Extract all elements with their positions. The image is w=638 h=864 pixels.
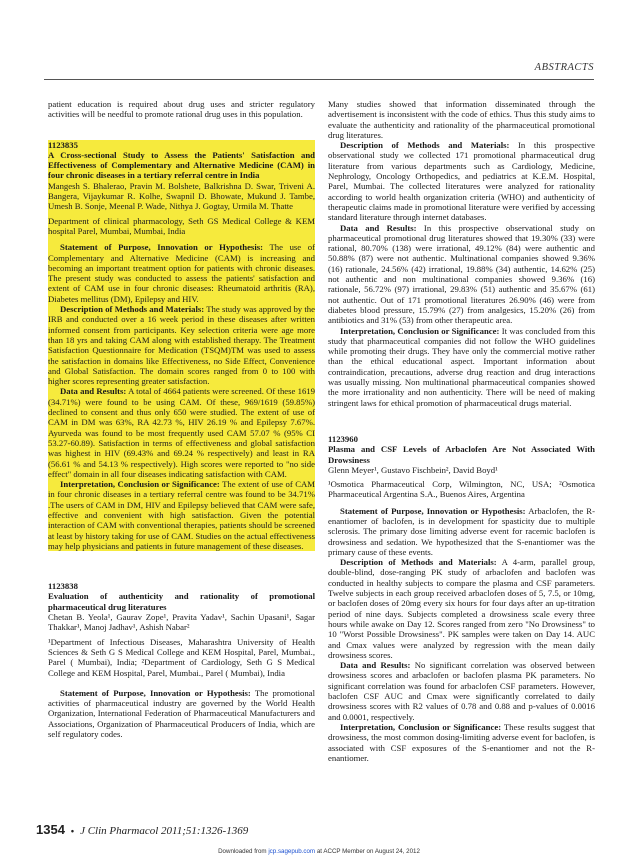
abstract-conclusion: Interpretation, Conclusion or Significance: It was concluded from this study that pharmaceutical companies did not follow the WHO guidelines while promoting their drugs. They have only the commercial motive rather than the ethical educational aspect. Important information about contraindication, precautions, adverse drug reaction and drug interactions was usually missing. Non multinational pharmaceutical companies showed the more irrationality and non authenticity. There will be need of making stringent laws for ethical promotion of pharmaceutical drugs material. xyxy=(328,325,595,408)
page-number: 1354 xyxy=(36,822,65,837)
continued-text: Many studies showed that information disseminated through the advertisement is inconsistent with the code of ethics. Thus this study aims to evaluate the authenticity and rationality of the pharmaceutical promotional drug literatures. xyxy=(328,99,595,140)
header-rule xyxy=(44,79,594,80)
abstract-purpose: Statement of Purpose, Innovation or Hypothesis: The use of Complementary and Alternative Medicine (CAM) is increasing and becoming an important treatment option for patients with chronic diseases. The present study was conducted to assess the patients' satisfaction and extent of CAM use in four chronic diseases: Rheumatoid arthritis (RA), Diabetes mellitus (DM), Epilepsy and HIV. xyxy=(48,242,315,304)
abstract-methods: Description of Methods and Materials: A 4-arm, parallel group, double-blind, dose-ranging PK study of arbaclofen and baclofen was conducted in healthy subjects to compare the plasma and CSF parameters. Twelve subjects in each group received arbaclofen doses of 5, 7.5, or 10mg, or baclofen doses of 20mg every six hours for four days after an up-titration period of nine days. Subjects completed a drowsiness scale every three hours while awake on Day 12. Scores ranged from zero "No Drowsiness" to 10 "Worst Possible Drowsiness". PK samples were taken on Day 14. AUC and Cmax values were analyzed by regression with the mean daily drowsiness scores. xyxy=(328,557,595,660)
page-footer xyxy=(36,822,248,837)
abstract-title: A Cross-sectional Study to Assess the Patients' Satisfaction and Effectiveness of Complementary and Alternative Medicine (CAM) in four chronic diseases in a tertiary referral centre in India xyxy=(48,149,315,181)
bullet-separator: • xyxy=(70,825,75,836)
journal-link[interactable]: jcp.sagepub.com xyxy=(268,848,316,855)
abstract-id: 1123838 xyxy=(48,581,78,592)
abstract-title: Plasma and CSF Levels of Arbaclofen Are Not Associated With Drowsiness xyxy=(328,444,595,465)
abstract-conclusion: Interpretation, Conclusion or Significance: The extent of use of CAM in four chronic diseases in a tertiary referral centre was found to be 34.71% .The users of CAM in DM, HIV and Epilepsy believed that CAM were safe, effective and convenient with high satisfaction. Given the potential interaction of CAM with conventional therapies, patients should be screened at least by history taking for use of CAM. Studies on the actual effectiveness may help physicians and patients in future management of these diseases. xyxy=(48,479,315,551)
abstract-1123960 xyxy=(328,434,595,763)
abstract-authors: Mangesh S. Bhalerao, Pravin M. Bolshete, Balkrishna D. Swar, Triveni A. Bangera, Vijaykumar R. Kolhe, Swapnil D. Bhowate, Mukund J. Tambe, Umesh B. Sonje, Meenal P. Wade, Nithya J. Gogtay, Urmila M. Thatte xyxy=(48,180,315,212)
abstract-authors: Chetan B. Yeola¹, Gaurav Zope¹, Pravita Yadav¹, Sachin Upasani¹, Sagar Thakkar¹, Manoj Jadhav¹, Ashish Nabar² xyxy=(48,612,315,633)
abstract-results: Data and Results: In this prospective observational study on pharmaceutical promotional drug literatures showed that 19.30% (33) were rational, 80.70% (138) were irrational, 49.12% (84) were authentic and 50.88% (87) were not authentic. Multinational companies showed 9.36% (16) rationale, 24.56% (42) irrational, 19.88% (34) authentic, 14.62% (25) not authentic and non multinational companies showed 9.36% (16) rationale, 56.72% (97) irrational, 29.83% (51) authentic and 35.67% (61) not authentic. Out of 171 promotional literatures 26.90% (46) were from diabetes blood pressure, 15.79% (27) from analgesics, 15.20% (26) from antibiotics and 31% (53) from other therapeutic area. xyxy=(328,222,595,326)
running-header: ABSTRACTS xyxy=(534,62,594,73)
abstract-id: 1123835 xyxy=(48,139,78,150)
abstract-purpose: Statement of Purpose, Innovation or Hypothesis: The promotional activities of pharmaceutical industry are governed by the World Health Organization, International Federation of Pharmaceutical Manufacturers and Associations, Organization of Pharmaceutical Producers of India, which are self regulatory codes. xyxy=(48,687,315,740)
right-column xyxy=(328,99,595,763)
abstract-id: 1123960 xyxy=(328,433,358,444)
abstract-affiliation: ¹Osmotica Pharmaceutical Corp, Wilmington, NC, USA; ²Osmotica Pharmaceutical Argentina S.A., Buenos Aires, Argentina xyxy=(328,479,595,500)
abstract-methods: Description of Methods and Materials: In this prospective observational study we collected 171 promotional pharmaceutical drug literature from various departments such as Cardiology, Medicine, Nephrology, Oncology Orthopedics, and pediatrics at K.E.M. Hospital, Parel, Mumbai. The collected literatures were analyzed for rationality according to world health organization criteria (WHO) and authenticity of therapeutic claims made in promotional literature were verified by accessing standard literature through internet databases. xyxy=(328,140,595,223)
left-column xyxy=(48,99,315,739)
abstract-results: Data and Results: No significant correlation was observed between drowsiness scores and arbaclofen or baclofen plasma PK parameters. No significant correlation was found for arbaclofen CSF parameters. However, baclofen CSF AUC and Cmax were significantly correlated to daily drowsiness scores with R2 values of 0.78 and 0.88 and p-values of 0.0016 and 0.0001, respectively. xyxy=(328,660,595,722)
continued-text: patient education is required about drug uses and stricter regulatory activities will be needful to promote rational drug uses in this population. xyxy=(48,99,315,120)
abstract-affiliation: ¹Department of Infectious Diseases, Maharashtra University of Health Sciences & Seth G S Medical College and KEM Hospital, Parel, Mumbai., Parel ( Mumbai), India; ²Department of Cardiology, Seth G S Medical College and KEM Hospital, Parel, Mumbai., Parel ( Mumbai), India xyxy=(48,636,315,678)
download-note: Downloaded from jcp.sagepub.com at ACCP Member on August 24, 2012 xyxy=(218,848,420,855)
abstract-authors: Glenn Meyer¹, Gustavo Fischbein², David Boyd¹ xyxy=(328,464,498,475)
abstract-results: Data and Results: A total of 4664 patients were screened. Of these 1619 (34.71%) were found to be using CAM. Of these, 969/1619 (59.85%) declined to consent and thus only 650 were studied. The extent of use of CAM in DM was 63%, RA 42.73 %, HIV 26.19 % and Epilepsy 7.67%. Ayurveda was found to be most frequently used CAM 57.07 % (95% CI 53.27-60.89). Satisfaction in terms of effectiveness and global satisfaction was highest in HIV (69.43% and 69.24 % respectively) and least in RA (56.61 % and 54.13 % respectively). High scores were reported to "no side effect" domain in all four diseases indicating satisfaction with CAM. xyxy=(48,386,315,479)
abstract-purpose: Statement of Purpose, Innovation or Hypothesis: Arbaclofen, the R-enantiomer of baclofen, is in development for spasticity due to multiple sclerosis. The primary dose limiting adverse event for racemic baclofen is drowsiness and sedation. We hypothesized that the S-enantiomer was the primary cause of these events. xyxy=(328,505,595,557)
abstract-conclusion: Interpretation, Conclusion or Significance: These results suggest that drowsiness, the most common dosing-limiting adverse event for baclofen, is associated with CSF exposures of the S-enantiomer and not the R-enantiomer. xyxy=(328,721,595,763)
abstract-1123838 xyxy=(48,581,315,739)
abstract-methods: Description of Methods and Materials: The study was approved by the IRB and conducted over a 16 week period in these diseases after written informed consent from participants. Key selection criteria were age more than 18 yrs and taking CAM along with established therapy. The Treatment Satisfaction Questionnaire for Medication (TSQM)TM was used to assess the satisfaction in domains like Effectiveness, no Side Effect, Convenience and Global Satisfaction. The domain scores ranged from 0 to 100 with higher scores representing greater satisfaction. xyxy=(48,304,316,387)
abstract-title: Evaluation of authenticity and rationality of promotional pharmaceutical drug literatures xyxy=(48,591,315,612)
abstract-affiliation: Department of clinical pharmacology, Seth GS Medical College & KEM hospital Parel, Mumbai, Mumbai, India xyxy=(48,215,315,236)
abstract-1123835 xyxy=(48,140,315,552)
journal-citation: J Clin Pharmacol 2011;51:1326-1369 xyxy=(80,825,249,837)
